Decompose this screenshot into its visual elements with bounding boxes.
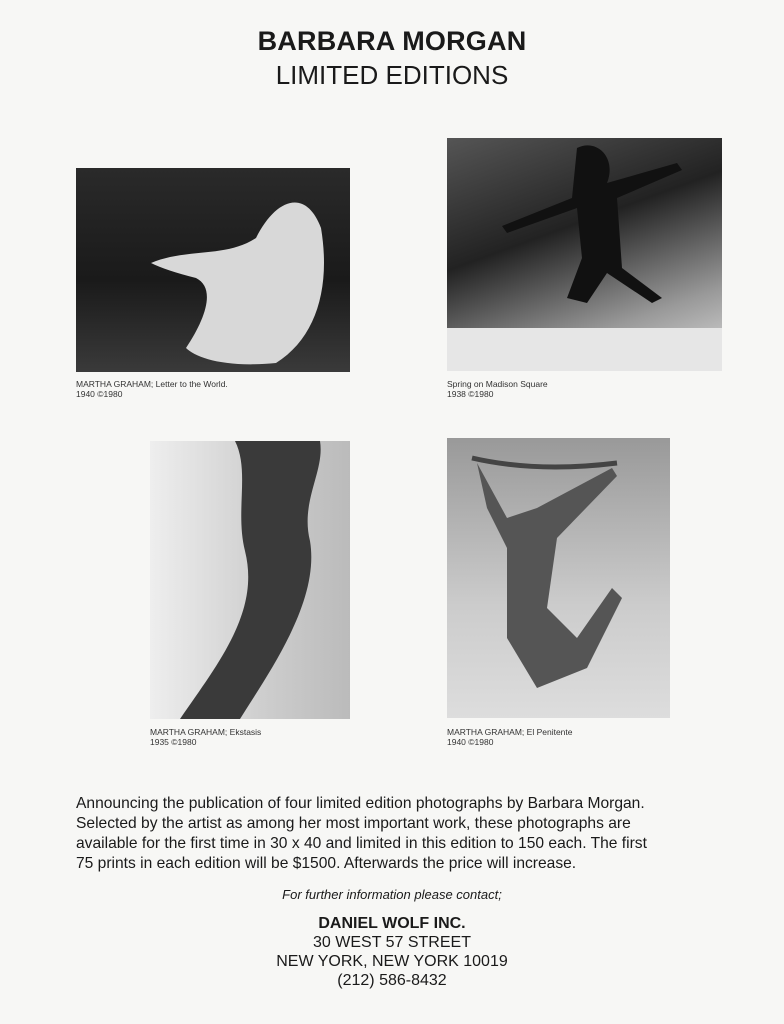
photo-caption — [447, 727, 573, 747]
caption-date: 1940 ©1980 — [447, 737, 494, 747]
caption-title: MARTHA GRAHAM; Letter to the World. — [76, 379, 228, 389]
address-city: NEW YORK, NEW YORK 10019 — [276, 953, 508, 970]
paragraph-line: available for the first time in 30 x 40 and limited in this edition to 150 each. The first — [76, 835, 647, 852]
caption-date: 1940 ©1980 — [76, 389, 123, 399]
photo-el-penitente — [447, 438, 670, 718]
photo-ekstasis — [150, 441, 350, 719]
address-street: 30 WEST 57 STREET — [313, 934, 471, 951]
leaping-dancer — [447, 438, 670, 718]
page-subtitle: LIMITED EDITIONS — [275, 60, 509, 90]
caption-date: 1938 ©1980 — [447, 389, 494, 399]
caption-title: MARTHA GRAHAM; Ekstasis — [150, 727, 262, 737]
caption-date: 1935 ©1980 — [150, 737, 197, 747]
dancer-torso — [150, 441, 350, 719]
photo-caption — [447, 379, 548, 399]
dancer-figure — [76, 168, 350, 372]
page-title: BARBARA MORGAN — [257, 26, 527, 56]
contact-lead: For further information please contact; — [282, 887, 502, 902]
dancer-silhouette — [447, 138, 722, 371]
paragraph-line: Announcing the publication of four limited edition photographs by Barbara Morgan. — [76, 795, 645, 812]
photo-spring-on-madison-square — [447, 138, 722, 371]
caption-title: Spring on Madison Square — [447, 379, 548, 389]
company-name: DANIEL WOLF INC. — [318, 915, 466, 932]
photo-caption — [150, 727, 261, 747]
photo-caption — [76, 379, 228, 399]
caption-title: MARTHA GRAHAM; El Penitente — [447, 727, 573, 737]
paragraph-line: 75 prints in each edition will be $1500. Afterwards the price will increase. — [76, 855, 577, 872]
phone-number: (212) 586-8432 — [337, 972, 447, 989]
photo-letter-to-the-world — [76, 168, 350, 372]
announcement-paragraph — [76, 794, 716, 874]
paragraph-line: Selected by the artist as among her most important work, these photographs are — [76, 815, 631, 832]
